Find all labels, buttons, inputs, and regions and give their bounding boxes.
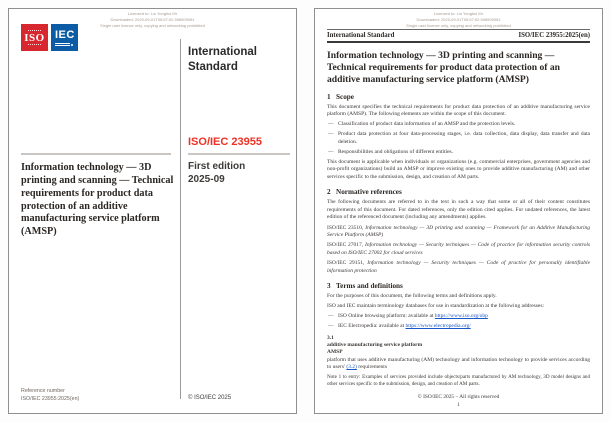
heading-normative-number: 2 [327, 188, 331, 197]
content-page [314, 8, 603, 414]
cover-page [8, 8, 297, 414]
iec-logo-line-1 [55, 43, 70, 44]
heading-normative-label: Normative references [336, 188, 402, 197]
iec-logo-underline [55, 42, 72, 46]
license-line-1: Licensed to: Liu Yonghui Mr [433, 11, 484, 16]
ref-1-title: Information technology — 3D printing and scanning — Framework for an Additive Manufacturing Service Platform (AMSP) [327, 224, 590, 238]
header-doc-ref: ISO/IEC 23955:2025(en) [518, 32, 590, 39]
ref-2-title: Information technology — Security techniques — Code of practice for information security controls based on ISO/IEC 27002 for cloud services [327, 242, 591, 256]
page-footer [315, 393, 602, 409]
heading-scope [327, 93, 590, 101]
publisher-logos [21, 24, 78, 51]
scope-bullet-2 [327, 131, 590, 146]
edition-label: First edition [188, 161, 246, 172]
scope-bullet-1 [327, 121, 590, 128]
reference-label: Reference number [21, 388, 65, 395]
terms-bullet-1 [327, 313, 590, 320]
heading-scope-label: Scope [336, 92, 354, 101]
license-line-2: Downloaded: 2025-09-01T05:57:02.598909081 [416, 17, 501, 23]
cover-edition [188, 160, 290, 186]
terms-paragraph-1: For the purposes of this document, the following terms and definitions apply. [327, 293, 497, 300]
bullet-dash: — [328, 313, 334, 320]
running-header [327, 29, 590, 43]
bullet-dash: — [328, 131, 334, 138]
cover-doc-type: International Standard [188, 46, 258, 73]
term-cross-reference-link[interactable]: (3.2) [346, 364, 357, 371]
normative-ref-1 [327, 225, 590, 240]
reference-number: ISO/IEC 23955:2025(en) [21, 396, 80, 403]
scope-bullet-2-text: Product data protection at four data-processing stages, i.e. data collection, data display, data transfer and data deletion. [338, 131, 590, 145]
term-abbreviation: AMSP [327, 349, 343, 356]
heading-terms-number: 3 [327, 282, 331, 291]
iec-electropedia-link[interactable]: https://www.electropedia.org/ [405, 323, 471, 330]
ref-1-number: ISO/IEC 23510, [327, 224, 364, 231]
normative-ref-2 [327, 242, 590, 257]
normative-ref-3 [327, 260, 590, 275]
iec-logo-text: IEC [55, 29, 75, 41]
footer-copyright: © ISO/IEC 2025 – All rights reserved [417, 393, 500, 400]
term-definition [327, 357, 590, 371]
iec-logo [51, 24, 78, 51]
cover-vertical-divider [180, 39, 181, 399]
normative-paragraph: The following documents are referred to in the text in such a way that some or all of their content constitutes requirements of this document. For dated references, only the edition cited applies. For undated references, the latest edition of the referenced document (including any amendments) applies. [327, 199, 590, 221]
document-title: Information technology — 3D printing and scanning — Technical requirements for product data protection of an additive manufacturing service platform (AMSP) [327, 50, 561, 85]
iso-obp-link[interactable]: https://www.iso.org/obp [434, 313, 488, 320]
term-name: additive manufacturing service platform [327, 341, 423, 348]
license-line-2: Downloaded: 2025-09-01T05:57:02.598909081 [110, 17, 195, 23]
bullet-dash: — [328, 323, 334, 330]
terms-bullet-1-text: ISO Online browsing platform: available at [338, 313, 435, 320]
license-line-1: Licensed to: Liu Yonghui Mr [127, 11, 178, 16]
cover-rule-left [21, 153, 171, 155]
reference-number-block [21, 388, 79, 404]
footer-page-number: 1 [457, 401, 460, 408]
bullet-dash: — [328, 148, 334, 155]
heading-terms [327, 282, 590, 290]
page-content [327, 29, 590, 388]
ref-3-title: Information technology — Security techniques — Code of practice for personally identifiable information protection [327, 260, 591, 274]
term-definition-text-2: requirements [356, 364, 387, 371]
iso-logo-text: ISO [24, 31, 45, 44]
ref-3-number: ISO/IEC 29151, [327, 260, 365, 267]
header-doc-type: International Standard [327, 32, 395, 39]
iso-logo [21, 24, 48, 51]
license-watermark-2 [315, 11, 602, 30]
heading-terms-label: Terms and definitions [336, 282, 403, 291]
scope-bullet-3-text: Responsibilities and obligations of different entities. [338, 148, 454, 155]
heading-normative [327, 188, 590, 196]
cover-doc-number: ISO/IEC 23955 [188, 136, 262, 148]
scope-paragraph-1: This document specifies the technical requirements for product data protection of an additive manufacturing service platform (AMSP). The following elements are within the scope of this document. [327, 103, 590, 118]
scope-bullet-3 [327, 149, 590, 156]
cover-title: Information technology — 3D printing and scanning — Technical requirements for product data protection of an additive manufacturing service platform (AMSP) [21, 162, 174, 238]
bullet-dash: — [328, 121, 334, 128]
iec-logo-dot [71, 44, 73, 46]
scope-paragraph-2: This document is applicable when individuals or organizations (e.g. commercial enterprises, government agencies and non-profit organizations) build an AMSP or improve existing ones to provide additive manufacturing (AM) and other services specific to the submission, design, and creation of AM parts. [327, 158, 590, 180]
term-entry-3-1 [327, 335, 590, 388]
cover-copyright: © ISO/IEC 2025 [188, 395, 232, 401]
ref-2-number: ISO/IEC 27017, [327, 242, 364, 249]
terms-paragraph-2: ISO and IEC maintain terminology databases for use in standardization at the following addresses: [327, 303, 545, 310]
iso-logo-ornament-bottom [28, 44, 41, 46]
term-number: 3.1 [327, 334, 334, 341]
terms-bullet-2-text: IEC Electropedia: available at [338, 323, 406, 330]
term-note: Note 1 to entry: Examples of services provided include objects/parts manufactured by AM technology, 3D model designs and other services specific to the submission, design, and creation of AM parts. [327, 374, 590, 388]
license-line-3: Single user licence only, copying and networking prohibited [406, 23, 511, 29]
heading-scope-number: 1 [327, 92, 331, 101]
term-definition-text-1: platform that uses additive manufacturing (AM) technology and information technology to provide services according to users' [327, 357, 590, 371]
iec-logo-line-2 [55, 45, 70, 46]
cover-rule-right [188, 153, 290, 155]
license-line-3: Single user licence only, copying and networking prohibited [100, 23, 205, 29]
edition-date: 2025-09 [188, 174, 225, 185]
scope-bullet-1-text: Classification of product data information of an AMSP and the protection levels. [338, 121, 516, 128]
terms-bullet-2 [327, 323, 590, 330]
